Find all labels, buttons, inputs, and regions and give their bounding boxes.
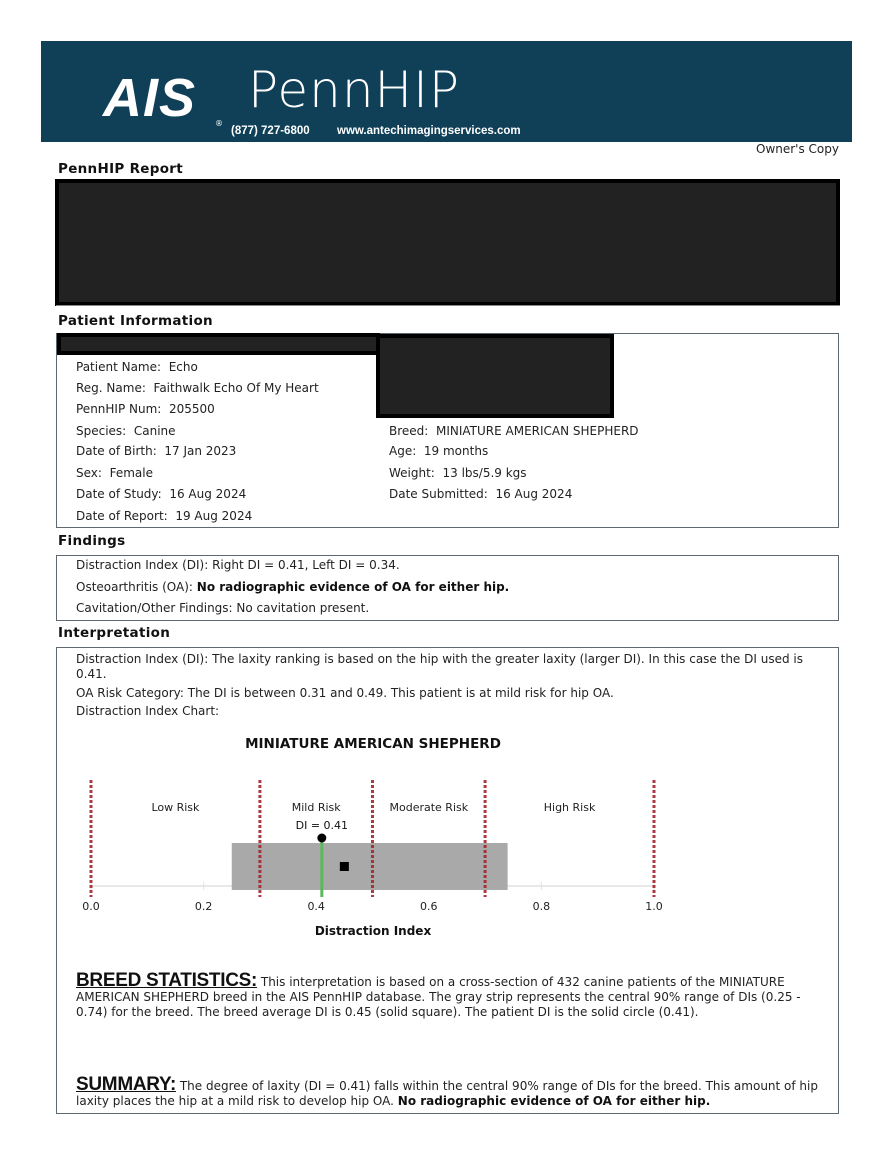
chart-title: MINIATURE AMERICAN SHEPHERD <box>245 736 501 752</box>
pennhip-logo: PennHIP <box>248 61 461 119</box>
x-tick-label: 0.6 <box>420 900 438 913</box>
chart-plot-area <box>82 780 663 913</box>
x-tick-label: 0.2 <box>194 900 213 913</box>
pennhip-num-field: PennHIP Num: 205500 <box>76 402 215 416</box>
date-of-study-field: Date of Study: 16 Aug 2024 <box>76 487 247 501</box>
oa-result: No radiographic evidence of OA for either hip. <box>196 580 510 594</box>
date-of-report-field: Date of Report: 19 Aug 2024 <box>76 509 253 523</box>
x-tick-label: 0.4 <box>307 900 325 913</box>
phone-number: (877) 727-6800 <box>231 125 310 137</box>
x-tick-label: 1.0 <box>645 900 663 913</box>
patient-di-circle <box>317 834 326 843</box>
date-submitted-field: Date Submitted: 16 Aug 2024 <box>389 487 573 501</box>
owners-copy-label: Owner's Copy <box>756 142 839 156</box>
summary-text: The degree of laxity (DI = 0.41) falls within the central 90% range of DIs for the breed. This amount of hip laxity places the hip at a mild risk to develop hip OA. <box>76 1079 818 1108</box>
risk-zone-label: Low Risk <box>151 801 200 814</box>
ais-logo: AIS <box>103 68 197 128</box>
risk-category-text: OA Risk Category: The DI is between 0.31 and 0.49. This patient is at mild risk for hip OA. <box>76 686 614 700</box>
summary-heading: SUMMARY: <box>76 1074 176 1095</box>
report-title: PennHIP Report <box>58 161 183 177</box>
risk-zone-label: High Risk <box>543 801 596 814</box>
breed-statistics <box>76 970 826 1020</box>
findings-oa: Osteoarthritis (OA): No radiographic evidence of OA for either hip. <box>76 580 510 594</box>
species-field: Species: Canine <box>76 424 176 438</box>
breed-statistics-heading: BREED STATISTICS: <box>76 970 258 991</box>
reg-name-field: Reg. Name: Faithwalk Echo Of My Heart <box>76 381 319 395</box>
interpretation-title: Interpretation <box>58 625 171 641</box>
website-url: www.antechimagingservices.com <box>337 125 521 137</box>
findings-di: Distraction Index (DI): Right DI = 0.41, Left DI = 0.34. <box>76 558 400 572</box>
x-tick-label: 0.0 <box>82 900 100 913</box>
breed-statistics-text: This interpretation is based on a cross-section of 432 canine patients of the MINIATURE AMERICAN SHEPHERD breed in the AIS PennHIP database. The gray strip represents the central 90% range of DIs (0.25 - 0.74) for the breed. The breed average DI is 0.45 (solid square). The patient DI is the solid circle (0.41). <box>76 975 801 1019</box>
breed-average-square <box>340 862 349 871</box>
risk-zone-label: Moderate Risk <box>389 801 469 814</box>
x-tick-label: 0.8 <box>532 900 551 913</box>
summary-bold-text: No radiographic evidence of OA for either hip. <box>397 1094 711 1108</box>
findings-title: Findings <box>58 533 126 549</box>
patient-name-field: Patient Name: Echo <box>76 360 198 374</box>
chart-label: Distraction Index Chart: <box>76 704 220 718</box>
patient-di-label: DI = 0.41 <box>295 819 349 832</box>
weight-field: Weight: 13 lbs/5.9 kgs <box>389 466 527 480</box>
registered-mark: ® <box>215 119 223 128</box>
interpretation-di-text: Distraction Index (DI): The laxity ranking is based on the hip with the greater laxity (larger DI). In this case the DI used is 0.41. <box>76 652 803 681</box>
chart-xlabel: Distraction Index <box>314 924 432 938</box>
age-field: Age: 19 months <box>389 444 489 458</box>
breed-range-strip <box>232 843 508 890</box>
sex-field: Sex: Female <box>76 466 153 480</box>
findings-cavitation: Cavitation/Other Findings: No cavitation present. <box>76 601 370 615</box>
risk-zone-label: Mild Risk <box>291 801 341 814</box>
patient-info-title: Patient Information <box>58 313 213 329</box>
breed-field: Breed: MINIATURE AMERICAN SHEPHERD <box>389 424 639 438</box>
date-of-birth-field: Date of Birth: 17 Jan 2023 <box>76 444 237 458</box>
summary <box>76 1074 831 1109</box>
